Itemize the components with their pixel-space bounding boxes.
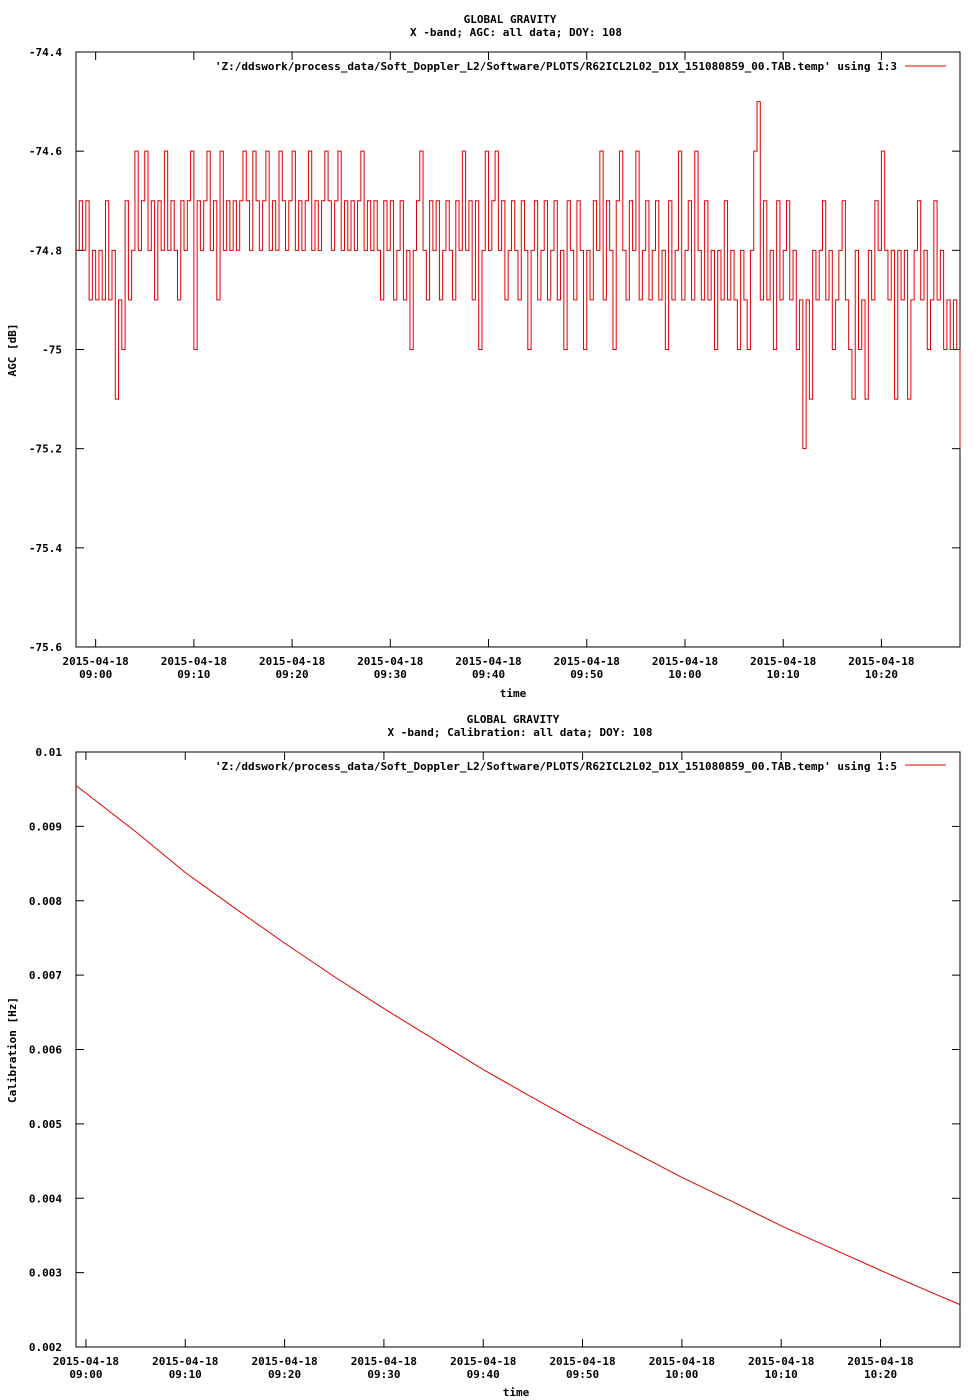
calibration-y-tick-label: 0.009 [28,820,62,834]
agc-x-tick-date: 2015-04-18 [258,655,326,668]
agc-x-tick-time: 09:00 [79,668,113,681]
agc-x-tick-date: 2015-04-18 [357,655,424,668]
calibration-x-tick-date: 2015-04-18 [251,1355,318,1368]
agc-y-axis [29,46,960,654]
calibration-x-axis-label: time [502,1386,530,1399]
calibration-y-tick-label: 0.008 [28,894,62,908]
calibration-x-tick-time: 09:20 [268,1368,302,1381]
agc-x-tick-date: 2015-04-18 [553,655,620,668]
calibration-chart-title-line-1: GLOBAL GRAVITY [466,713,560,726]
calibration-y-axis-label: Calibration [Hz] [6,997,19,1103]
agc-y-tick-label: -75.2 [28,442,62,456]
agc-x-tick-time: 09:20 [275,668,309,681]
agc-y-tick-label: -75.4 [28,541,62,555]
calibration-x-tick-date: 2015-04-18 [648,1355,716,1368]
agc-x-axis-label: time [499,687,527,700]
agc-x-tick-date: 2015-04-18 [651,655,719,668]
calibration-x-tick-date: 2015-04-18 [152,1355,219,1368]
agc-y-axis-label: AGC [dB] [6,323,19,377]
calibration-x-tick-time: 09:40 [466,1368,500,1381]
calibration-x-tick-date: 2015-04-18 [748,1355,815,1368]
agc-x-tick-time: 09:50 [570,668,604,681]
calibration-x-axis [53,752,914,1381]
agc-series-line [76,102,960,449]
agc-x-tick-time: 10:20 [864,668,898,681]
calibration-y-tick-label: 0.006 [28,1043,62,1057]
agc-x-tick-time: 09:40 [471,668,506,681]
calibration-x-tick-date: 2015-04-18 [549,1355,616,1368]
calibration-x-tick-date: 2015-04-18 [52,1355,120,1368]
calibration-y-axis [29,746,960,1354]
agc-legend-label: 'Z:/ddswork/process_data/Soft_Doppler_L2/Software/PLOTS/R62ICL2L02_D1X_151080859_00.TAB.temp' using 1:3 [214,60,897,73]
calibration-chart-title-line-2: X -band; Calibration: all data; DOY: 108 [387,726,653,739]
agc-x-tick-date: 2015-04-18 [62,655,129,668]
calibration-legend [215,760,946,773]
agc-y-tick-label: -75.6 [28,641,62,654]
calibration-x-tick-date: 2015-04-18 [450,1355,517,1368]
calibration-plot-frame [76,752,960,1347]
agc-x-tick-time: 09:30 [373,668,407,681]
calibration-x-tick-date: 2015-04-18 [847,1355,914,1368]
agc-legend [215,60,946,73]
calibration-legend-label: 'Z:/ddswork/process_data/Soft_Doppler_L2/Software/PLOTS/R62ICL2L02_D1X_151080859_00.TAB.temp' using 1:5 [214,760,897,773]
calibration-y-tick-label: 0.002 [28,1341,62,1354]
calibration-x-tick-time: 09:50 [565,1368,600,1381]
calibration-x-tick-time: 10:10 [764,1368,798,1381]
agc-chart-title-line-2: X -band; AGC: all data; DOY: 108 [410,26,622,39]
agc-plot-frame [76,52,960,647]
agc-x-tick-time: 09:10 [177,668,211,681]
calibration-x-tick-time: 10:20 [863,1368,898,1381]
agc-x-axis [63,52,915,681]
calibration-x-tick-time: 09:30 [367,1368,401,1381]
agc-x-tick-date: 2015-04-18 [848,655,915,668]
calibration-x-tick-time: 10:00 [665,1368,699,1381]
calibration-x-tick-date: 2015-04-18 [350,1355,418,1368]
agc-y-tick-label: -74.8 [28,244,62,258]
calibration-x-tick-time: 09:10 [168,1368,202,1381]
calibration-y-tick-label: 0.003 [28,1266,62,1280]
calibration-series-line [76,785,960,1304]
calibration-y-tick-label: 0.005 [28,1117,62,1131]
agc-x-tick-time: 10:00 [668,668,702,681]
agc-chart-panel [6,13,960,700]
agc-y-tick-label: -74.4 [28,46,62,59]
calibration-y-tick-label: 0.01 [35,746,62,759]
calibration-y-tick-label: 0.007 [28,969,62,983]
agc-x-tick-date: 2015-04-18 [160,655,227,668]
agc-y-tick-label: -75 [42,343,62,357]
agc-y-tick-label: -74.6 [28,145,62,159]
agc-chart-title-line-1: GLOBAL GRAVITY [463,13,557,26]
calibration-y-tick-label: 0.004 [28,1192,62,1206]
agc-x-tick-date: 2015-04-18 [750,655,817,668]
agc-x-tick-date: 2015-04-18 [455,655,522,668]
agc-x-tick-time: 10:10 [766,668,800,681]
calibration-chart-panel [6,713,960,1399]
calibration-x-tick-time: 09:00 [69,1368,103,1381]
